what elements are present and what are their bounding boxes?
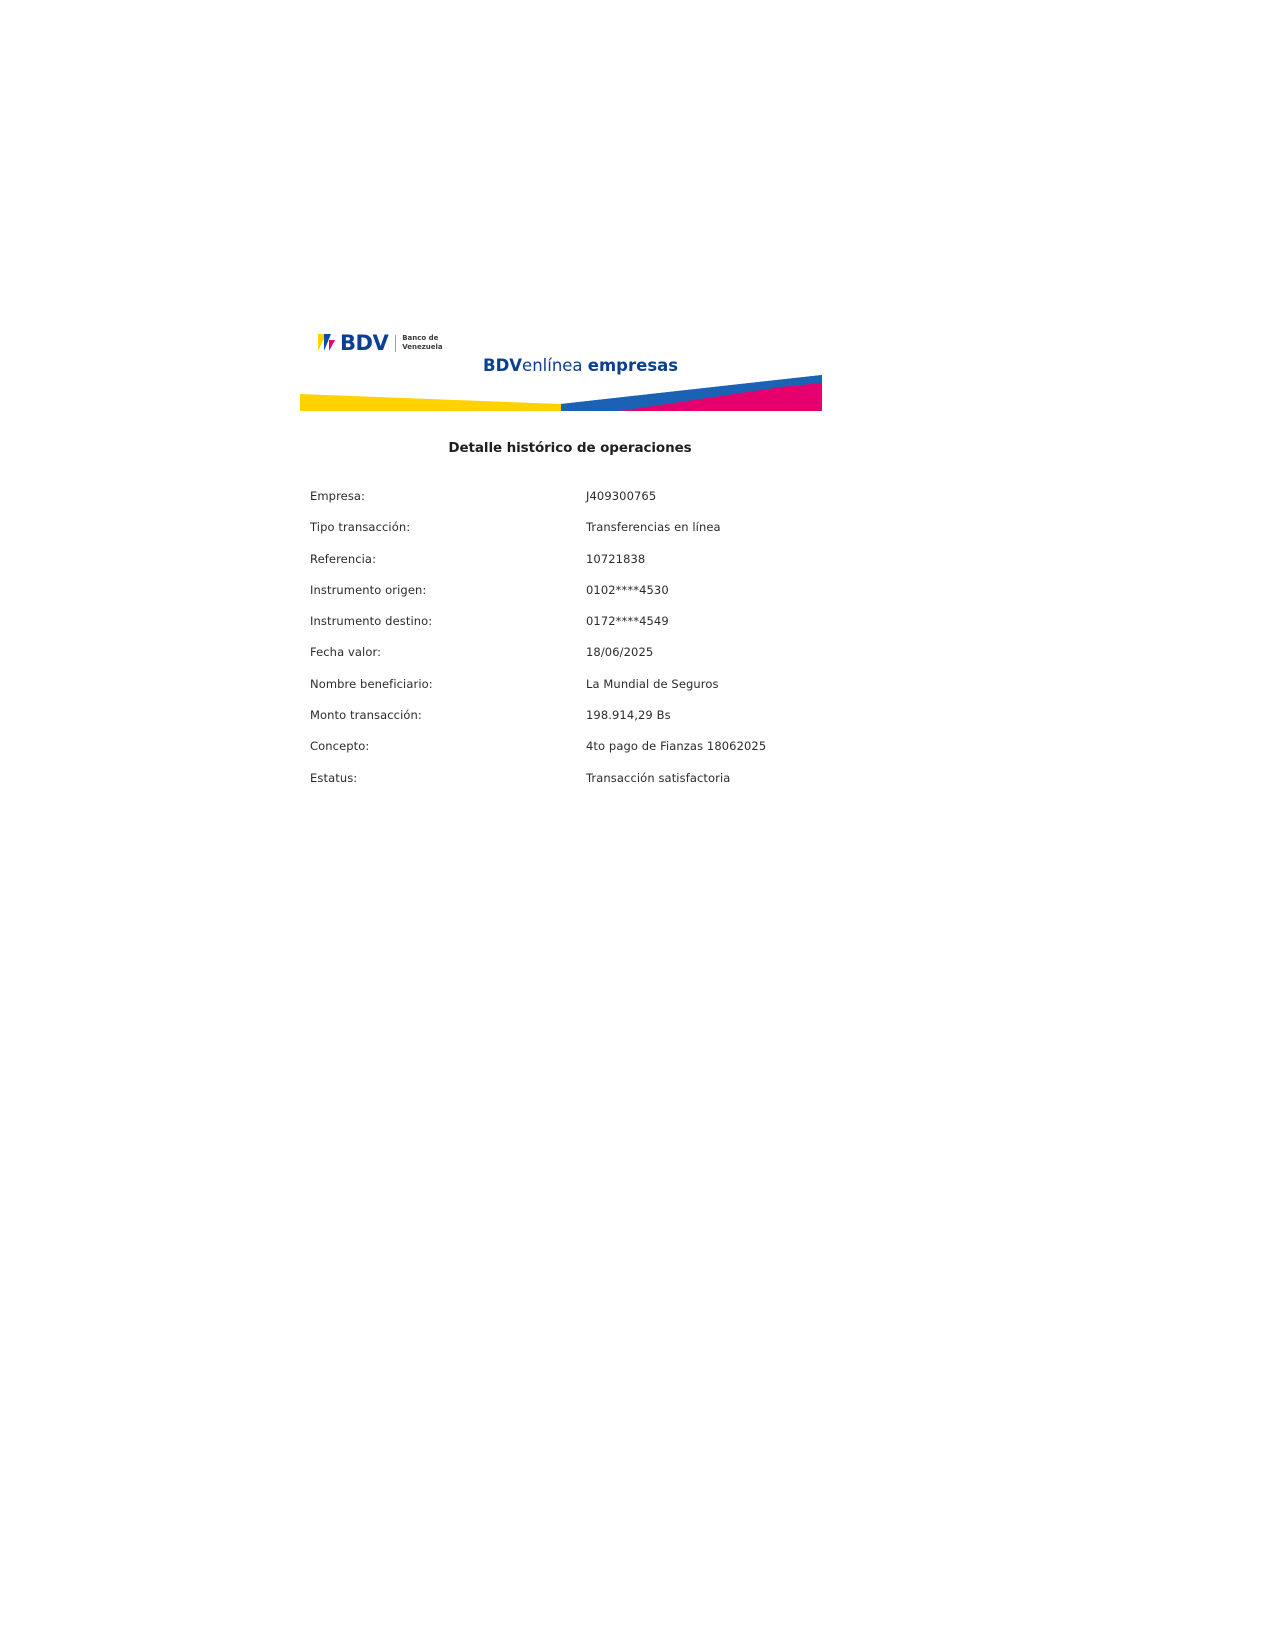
detail-label-nombre-beneficiario: Nombre beneficiario: <box>310 676 433 691</box>
detail-value-empresa: J409300765 <box>586 489 657 503</box>
detail-value-fecha-valor: 18/06/2025 <box>586 645 654 660</box>
detail-value-nombre-beneficiario: La Mundial de Seguros <box>586 676 719 691</box>
transaction-details <box>310 489 870 802</box>
bdv-flag-icon <box>318 333 336 353</box>
detail-row <box>310 708 870 739</box>
detail-label-instrumento-destino: Instrumento destino: <box>310 614 433 629</box>
detail-row <box>310 645 870 676</box>
detail-label-empresa: Empresa: <box>310 489 366 503</box>
product-name <box>483 358 678 375</box>
detail-value-tipo-transaccion: Transferencias en línea <box>586 520 721 535</box>
bdv-logo-subtitle-line1: Banco de <box>402 334 439 342</box>
detail-value-referencia: 10721838 <box>586 551 646 566</box>
detail-row <box>310 677 870 708</box>
detail-label-fecha-valor: Fecha valor: <box>310 645 382 660</box>
detail-label-concepto: Concepto: <box>310 739 370 754</box>
product-name-part3: empresas <box>587 356 679 375</box>
detail-label-estatus: Estatus: <box>310 770 358 785</box>
brand-ribbon-graphic <box>300 375 822 411</box>
detail-label-referencia: Referencia: <box>310 551 377 566</box>
detail-value-concepto: 4to pago de Fianzas 18062025 <box>586 739 767 754</box>
detail-row <box>310 520 870 551</box>
detail-row <box>310 552 870 583</box>
detail-label-instrumento-origen: Instrumento origen: <box>310 582 427 597</box>
bdv-logo <box>318 330 858 356</box>
bdv-logo-subtitle-line2: Venezuela <box>402 343 443 351</box>
detail-value-monto-transaccion: 198.914,29 Bs <box>586 708 671 723</box>
brand-ribbon <box>300 375 822 411</box>
product-name-part2: enlínea <box>522 356 583 375</box>
detail-row <box>310 489 870 520</box>
page-title: Detalle histórico de operaciones <box>448 440 692 456</box>
detail-row <box>310 583 870 614</box>
detail-value-instrumento-destino: 0172****4549 <box>586 614 669 629</box>
detail-value-instrumento-origen: 0102****4530 <box>586 582 669 597</box>
detail-row <box>310 739 870 770</box>
detail-value-estatus: Transacción satisfactoria <box>586 770 731 785</box>
header-brand <box>318 330 858 375</box>
detail-row <box>310 614 870 645</box>
product-name-part1: BDV <box>483 356 523 375</box>
bdv-logo-wordmark: BDV <box>340 330 389 355</box>
detail-row <box>310 771 870 802</box>
detail-label-monto-transaccion: Monto transacción: <box>310 708 422 723</box>
detail-label-tipo-transaccion: Tipo transacción: <box>310 520 411 535</box>
bdv-logo-subtitle <box>402 334 442 352</box>
logo-divider <box>395 335 396 352</box>
